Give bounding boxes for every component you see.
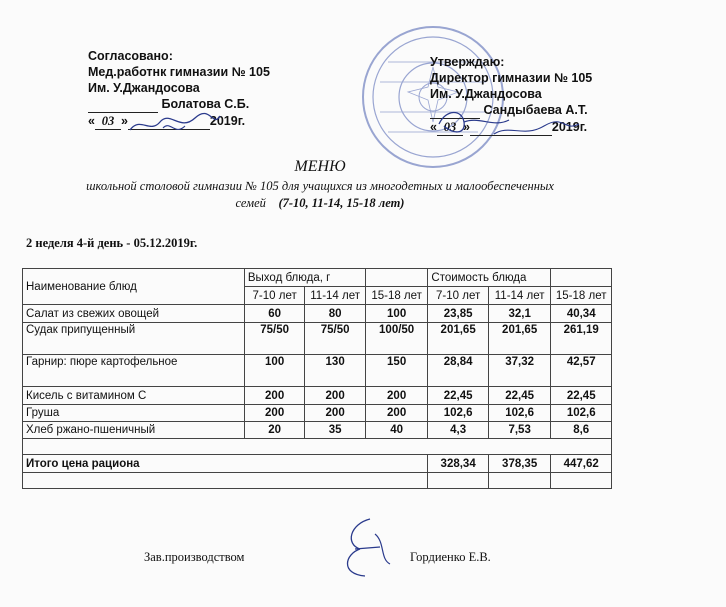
total-row <box>23 455 612 473</box>
age-group-cell: 15-18 лет <box>551 287 612 305</box>
subtitle-line-2: семей (7-10, 11-14, 15-18 лет) <box>235 196 405 210</box>
age-group-cell: 7-10 лет <box>244 287 305 305</box>
cost-header: Стоимость блюда <box>428 269 551 287</box>
table-row: Судак припущенный 75/50 75/50 100/50 201,65 201,65 261,19 <box>23 323 612 355</box>
dish-name: Гарнир: пюре картофельное <box>23 355 245 387</box>
left-date-day: 03 <box>95 113 121 130</box>
left-date-year: 2019г. <box>209 114 246 128</box>
approved-label: Утверждаю: <box>430 55 505 69</box>
dish-name: Кисель с витамином С <box>23 387 245 405</box>
total-value: 447,62 <box>551 455 612 473</box>
age-group-cell: 7-10 лет <box>428 287 489 305</box>
right-date-year: 2019г. <box>551 120 588 134</box>
medic-position: Мед.работнк гимназии № 105 <box>88 65 270 79</box>
total-value: 328,34 <box>428 455 489 473</box>
spacer-row <box>23 439 612 455</box>
dish-name: Хлеб ржано-пшеничный <box>23 422 245 439</box>
dish-name: Груша <box>23 405 245 422</box>
school-name-right: Им. У.Джандосова <box>430 87 542 101</box>
agreed-label: Согласовано: <box>88 49 173 63</box>
age-group-cell: 11-14 лет <box>488 287 551 305</box>
left-date-line: « 03 » 2019г. <box>88 114 246 128</box>
table-row: Груша 200 200 200 102,6 102,6 102,6 <box>23 405 612 422</box>
table-row: Гарнир: пюре картофельное 100 130 150 28,84 37,32 42,57 <box>23 355 612 387</box>
age-group-cell: 11-14 лет <box>305 287 366 305</box>
total-label: Итого цена рациона <box>23 455 428 473</box>
dish-name: Судак припущенный <box>23 323 245 355</box>
director-position: Директор гимназии № 105 <box>430 71 593 85</box>
age-group-cell: 15-18 лет <box>365 287 428 305</box>
menu-table <box>22 268 612 489</box>
medic-name: Болатова С.Б. <box>161 97 250 111</box>
right-date-line: « 03 » 2019г. <box>430 120 588 134</box>
yield-header: Выход блюда, г <box>244 269 365 287</box>
empty-row <box>23 473 612 489</box>
table-header-row <box>23 269 612 287</box>
director-handwritten-signature <box>434 104 584 140</box>
school-name-left: Им. У.Джандосова <box>88 81 200 95</box>
dish-header: Наименование блюд <box>23 269 245 305</box>
week-day-label: 2 неделя 4-й день - 05.12.2019г. <box>26 236 198 250</box>
dish-name: Салат из свежих овощей <box>23 305 245 323</box>
medic-handwritten-signature <box>125 108 225 140</box>
total-value: 378,35 <box>488 455 551 473</box>
footer-name: Гордиенко Е.В. <box>410 550 491 564</box>
age-groups: (7-10, 11-14, 15-18 лет) <box>278 196 405 210</box>
production-manager-signature <box>330 514 400 584</box>
menu-subtitle <box>0 178 640 212</box>
director-name: Сандыбаева А.Т. <box>483 103 588 117</box>
right-date-day: 03 <box>437 119 463 136</box>
table-row: Хлеб ржано-пшеничный 20 35 40 4,3 7,53 8,6 <box>23 422 612 439</box>
table-row: Кисель с витамином С 200 200 200 22,45 22,45 22,45 <box>23 387 612 405</box>
subtitle-line-1: школьной столовой гимназии № 105 для учащихся из многодетных и малообеспеченных <box>86 179 554 193</box>
menu-title: МЕНЮ <box>294 158 346 175</box>
footer-role: Зав.производством <box>144 550 245 564</box>
table-row: Салат из свежих овощей 60 80 100 23,85 32,1 40,34 <box>23 305 612 323</box>
